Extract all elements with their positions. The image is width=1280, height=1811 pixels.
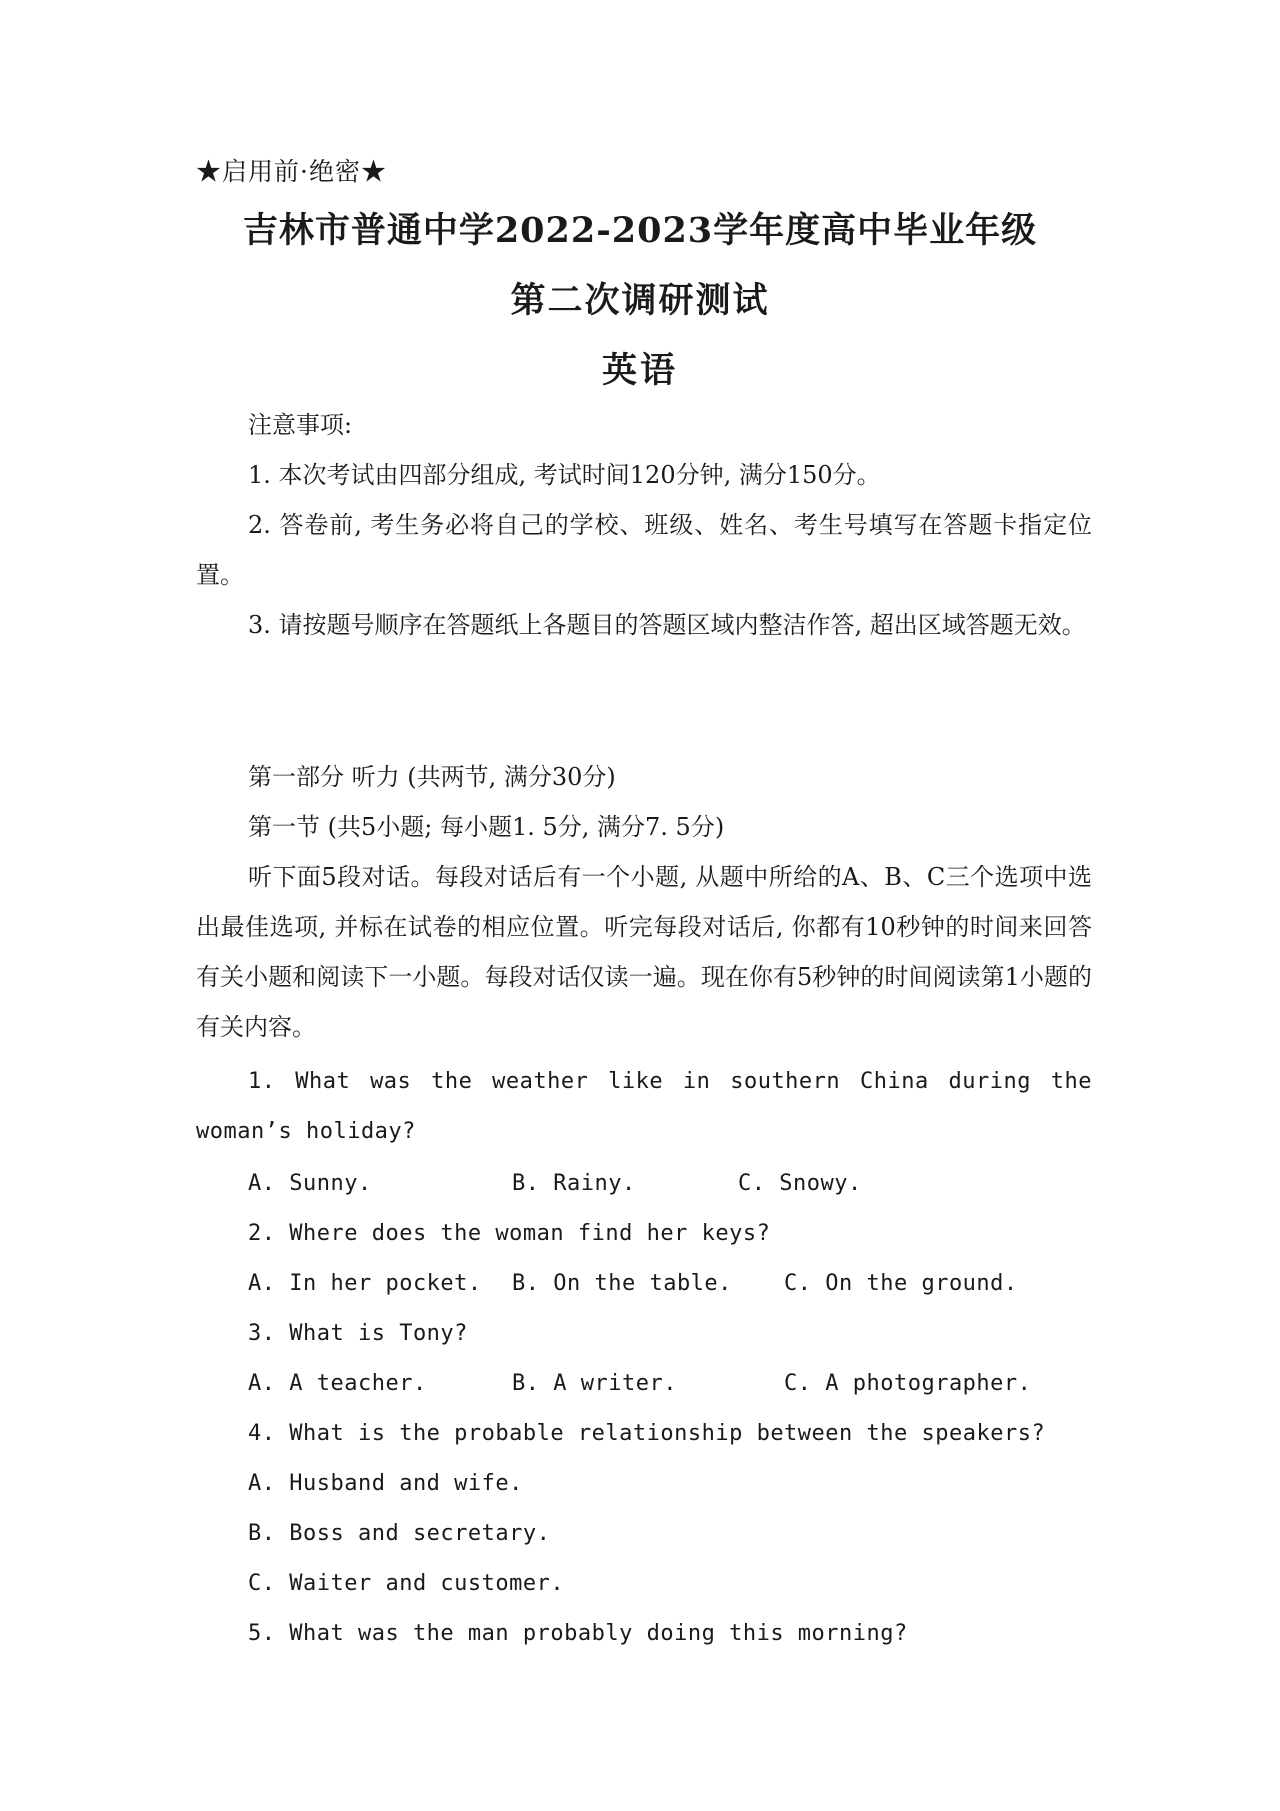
question-2-option-a: A. In her pocket.	[248, 1271, 482, 1296]
question-2-option-c: C. On the ground.	[784, 1271, 1018, 1296]
question-3-option-a: A. A teacher.	[248, 1371, 427, 1396]
exam-title: 吉林市普通中学2022-2023学年度高中毕业年级	[242, 210, 1038, 251]
question-5-stem: 5. What was the man probably doing this morning?	[248, 1621, 908, 1646]
question-1-option-a: A. Sunny.	[248, 1171, 372, 1196]
question-4-option-c: C. Waiter and customer.	[248, 1571, 565, 1596]
question-4-stem: 4. What is the probable relationship between the speakers?	[248, 1421, 1046, 1446]
question-3-option-c: C. A photographer.	[784, 1371, 1032, 1396]
question-2-stem: 2. Where does the woman find her keys?	[248, 1221, 771, 1246]
notes-item-2: 2. 答卷前, 考生务必将自己的学校、班级、姓名、考生号填写在答题卡指定位置。	[196, 511, 1092, 589]
question-1-option-c: C. Snowy.	[738, 1171, 862, 1196]
question-2-option-b: B. On the table.	[512, 1271, 732, 1296]
question-3-stem: 3. What is Tony?	[248, 1321, 468, 1346]
notes-item-1: 1. 本次考试由四部分组成, 考试时间120分钟, 满分150分。	[248, 461, 881, 489]
subject-title: 英语	[601, 350, 678, 391]
section1-heading: 第一节 (共5小题; 每小题1. 5分, 满分7. 5分)	[248, 813, 725, 841]
exam-subtitle: 第二次调研测试	[510, 280, 770, 321]
question-3-option-b: B. A writer.	[512, 1371, 677, 1396]
part1-heading: 第一部分 听力 (共两节, 满分30分)	[248, 763, 616, 791]
question-4-option-b: B. Boss and secretary.	[248, 1521, 551, 1546]
confidential-mark: ★启用前·绝密★	[196, 157, 387, 186]
question-4-option-a: A. Husband and wife.	[248, 1471, 523, 1496]
notes-heading: 注意事项:	[248, 411, 353, 439]
question-1-option-b: B. Rainy.	[512, 1171, 636, 1196]
notes-item-3: 3. 请按题号顺序在答题纸上各题目的答题区域内整洁作答, 超出区域答题无效。	[248, 611, 1086, 639]
question-1-stem: 1. What was the weather like in southern China during the woman’s holiday?	[196, 1069, 1092, 1144]
listening-instructions: 听下面5段对话。每段对话后有一个小题, 从题中所给的A、B、C三个选项中选出最佳选项, 并标在试卷的相应位置。听完每段对话后, 你都有10秒钟的时间来回答有关小题和阅读下一小题。每段对话仅读一遍。现在你有5秒钟的时间阅读第1小题的有关内容。	[196, 863, 1092, 1041]
